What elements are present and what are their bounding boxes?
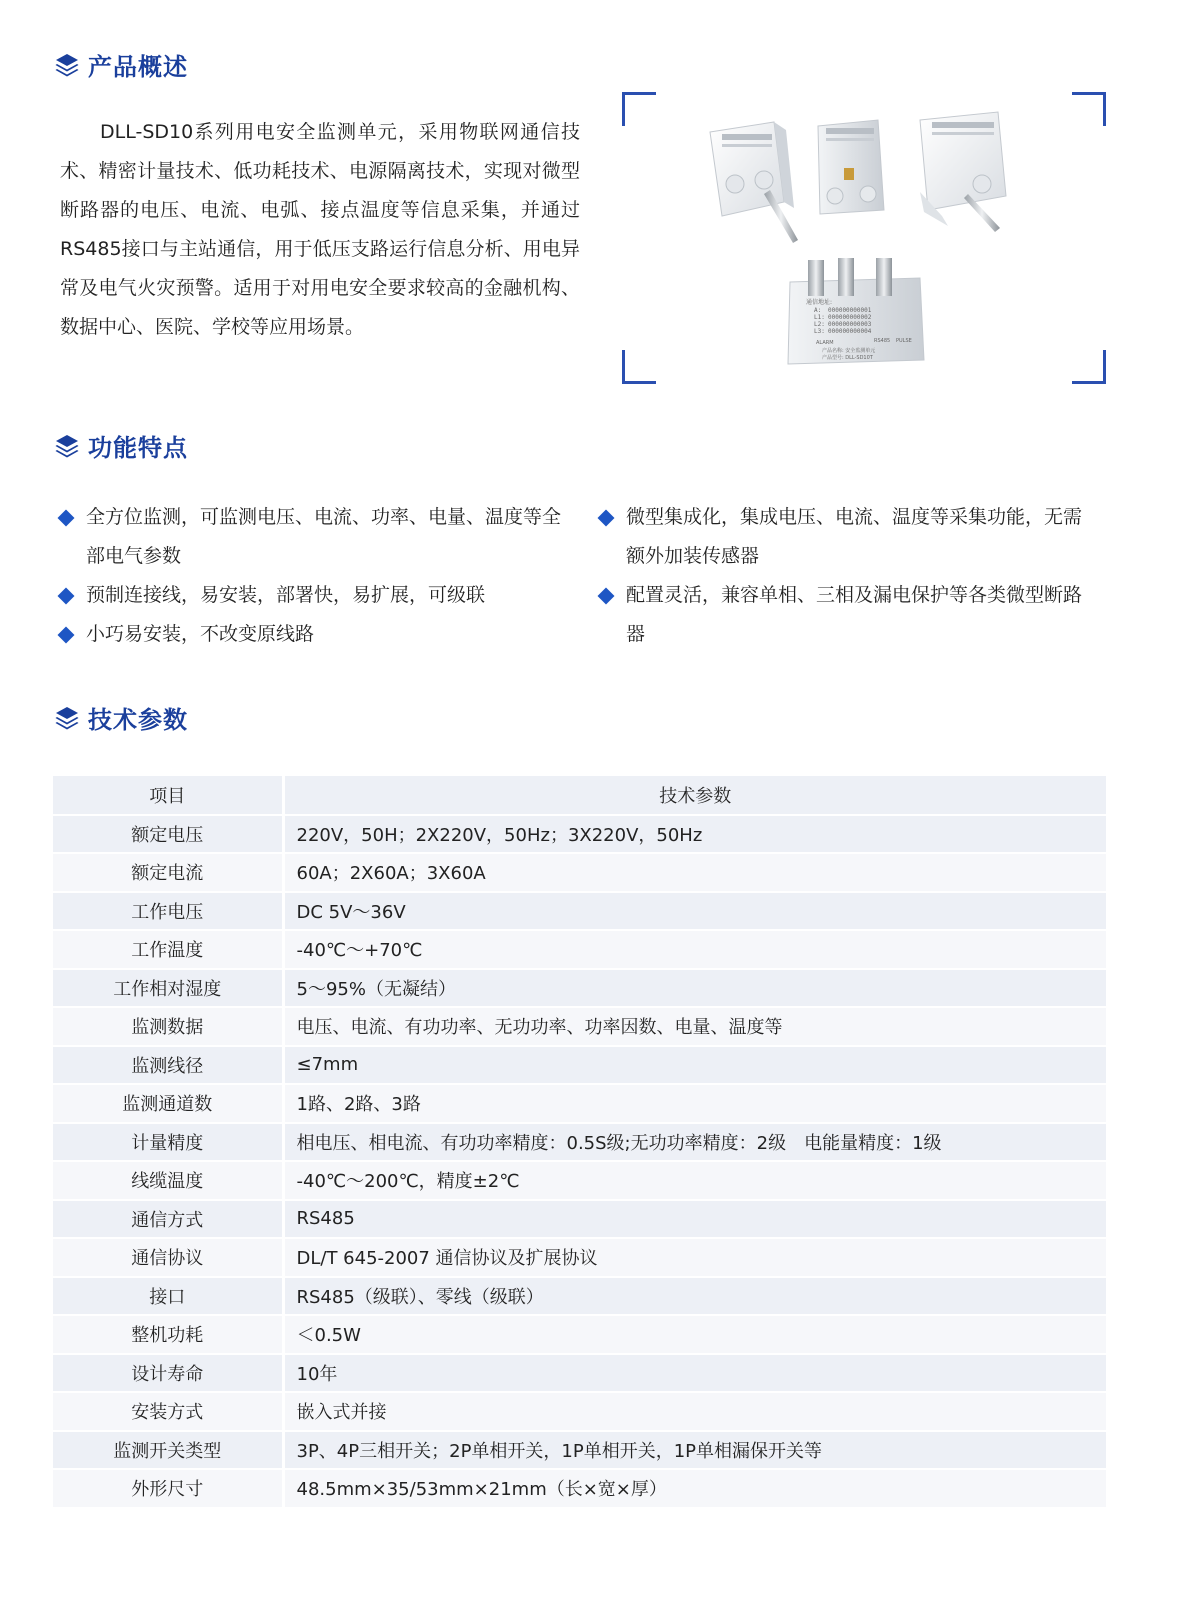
section-header-features — [54, 428, 188, 462]
led-label: PULSE — [896, 338, 912, 344]
spec-value-cell: 电压、电流、有功功率、无功功率、功率因数、电量、温度等 — [283, 1007, 1106, 1046]
feature-item — [596, 498, 1096, 576]
table-row — [53, 815, 1106, 854]
device-unit-center — [818, 120, 884, 214]
layers-icon — [54, 432, 80, 458]
spec-item-cell: 外形尺寸 — [53, 1469, 283, 1508]
layers-icon — [54, 51, 80, 77]
diamond-bullet-icon — [598, 510, 615, 527]
spec-value-cell: RS485（级联）、零线（级联） — [283, 1277, 1106, 1316]
label-line-value: 000000000002 — [828, 314, 872, 321]
spec-value-cell: 60A；2X60A；3X60A — [283, 853, 1106, 892]
table-row — [53, 1315, 1106, 1354]
section-title: 功能特点 — [88, 433, 188, 462]
diamond-bullet-icon — [58, 627, 75, 644]
table-row — [53, 1123, 1106, 1162]
diamond-bullet-icon — [58, 588, 75, 605]
label-line-key: A: — [814, 307, 822, 314]
table-row — [53, 853, 1106, 892]
label-line-value: 000000000001 — [828, 307, 872, 314]
diamond-bullet-icon — [598, 588, 615, 605]
spec-value-cell: -40℃～+70℃ — [283, 930, 1106, 969]
feature-text: 全方位监测，可监测电压、电流、功率、电量、温度等全部电气参数 — [86, 506, 562, 567]
feature-list-right — [596, 498, 1096, 654]
device-unit-right — [920, 112, 1006, 232]
table-row — [53, 1238, 1106, 1277]
feature-item — [56, 615, 576, 654]
section-header-specs — [54, 700, 188, 734]
table-row — [53, 1161, 1106, 1200]
spec-value-cell: ＜0.5W — [283, 1315, 1106, 1354]
spec-value-cell: 1路、2路、3路 — [283, 1084, 1106, 1123]
table-row — [53, 969, 1106, 1008]
section-title: 产品概述 — [88, 52, 188, 81]
label-product-model: 产品型号: DLL-SD10T — [822, 355, 873, 361]
spec-value-cell: 220V，50H；2X220V，50Hz；3X220V，50Hz — [283, 815, 1106, 854]
device-unit-left — [710, 122, 798, 243]
label-product-name: 产品名称: 安全监测单元 — [822, 348, 876, 354]
feature-text: 小巧易安装，不改变原线路 — [86, 623, 315, 645]
product-photo-frame — [622, 92, 1106, 384]
spec-item-cell: 线缆温度 — [53, 1161, 283, 1200]
layers-icon — [54, 704, 80, 730]
label-line-value: 000000000003 — [828, 321, 872, 328]
spec-item-cell: 监测通道数 — [53, 1084, 283, 1123]
feature-list-left — [56, 498, 576, 654]
spec-item-cell: 工作相对湿度 — [53, 969, 283, 1008]
table-row — [53, 1469, 1106, 1508]
spec-item-cell: 工作温度 — [53, 930, 283, 969]
spec-item-cell: 额定电流 — [53, 853, 283, 892]
spec-value-cell: 嵌入式并接 — [283, 1392, 1106, 1431]
spec-table — [53, 776, 1106, 1509]
feature-text: 微型集成化，集成电压、电流、温度等采集功能，无需额外加装传感器 — [626, 506, 1083, 567]
spec-item-cell: 监测线径 — [53, 1046, 283, 1085]
feature-text: 预制连接线，易安装，部署快，易扩展，可级联 — [86, 584, 486, 606]
table-row — [53, 892, 1106, 931]
overview-paragraph: DLL-SD10系列用电安全监测单元，采用物联网通信技术、精密计量技术、低功耗技术、电源隔离技术，实现对微型断路器的电压、电流、电弧、接点温度等信息采集，并通过RS485接口与主站通信，用于低压支路运行信息分析、用电异常及电气火灾预警。适用于对用电安全要求较高的金融机构、数据中心、医院、学校等应用场景。 — [60, 121, 580, 338]
led-label: ALARM — [816, 340, 834, 346]
table-header-row — [53, 776, 1106, 815]
feature-item — [56, 498, 576, 576]
spec-item-cell: 工作电压 — [53, 892, 283, 931]
table-row — [53, 930, 1106, 969]
spec-item-cell: 接口 — [53, 1277, 283, 1316]
spec-item-cell: 安装方式 — [53, 1392, 283, 1431]
diamond-bullet-icon — [58, 510, 75, 527]
led-label: RS485 — [874, 338, 891, 344]
table-row — [53, 1354, 1106, 1393]
label-line-value: 000000000004 — [828, 328, 872, 335]
spec-value-cell: RS485 — [283, 1200, 1106, 1239]
label-line-key: L1: — [814, 314, 825, 321]
column-header: 技术参数 — [283, 776, 1106, 815]
spec-item-cell: 通信协议 — [53, 1238, 283, 1277]
label-line-key: L2: — [814, 321, 825, 328]
spec-value-cell: ≤7mm — [283, 1046, 1106, 1085]
section-header-overview — [54, 47, 188, 81]
spec-value-cell: 相电压、相电流、有功功率精度：0.5S级;无功功率精度：2级 电能量精度：1级 — [283, 1123, 1106, 1162]
table-row — [53, 1200, 1106, 1239]
spec-value-cell: DC 5V～36V — [283, 892, 1106, 931]
table-row — [53, 1392, 1106, 1431]
spec-value-cell: 3P、4P三相开关；2P单相开关，1P单相开关，1P单相漏保开关等 — [283, 1431, 1106, 1470]
table-row — [53, 1431, 1106, 1470]
spec-value-cell: 10年 — [283, 1354, 1106, 1393]
table-row — [53, 1046, 1106, 1085]
spec-item-cell: 监测数据 — [53, 1007, 283, 1046]
spec-value-cell: 48.5mm×35/53mm×21mm（长×宽×厚） — [283, 1469, 1106, 1508]
product-photo — [622, 92, 1106, 384]
column-header: 项目 — [53, 776, 283, 815]
spec-item-cell: 额定电压 — [53, 815, 283, 854]
spec-value-cell: -40℃～200℃，精度±2℃ — [283, 1161, 1106, 1200]
label-comm-addr: 通信地址: — [806, 299, 833, 306]
feature-item — [596, 576, 1096, 654]
spec-value-cell: 5～95%（无凝结） — [283, 969, 1106, 1008]
label-line-key: L3: — [814, 328, 825, 335]
spec-item-cell: 计量精度 — [53, 1123, 283, 1162]
table-row — [53, 1277, 1106, 1316]
feature-item — [56, 576, 576, 615]
spec-item-cell: 设计寿命 — [53, 1354, 283, 1393]
spec-value-cell: DL/T 645-2007 通信协议及扩展协议 — [283, 1238, 1106, 1277]
table-row — [53, 1007, 1106, 1046]
spec-item-cell: 整机功耗 — [53, 1315, 283, 1354]
feature-text: 配置灵活，兼容单相、三相及漏电保护等各类微型断路器 — [626, 584, 1083, 645]
table-row — [53, 1084, 1106, 1123]
section-title: 技术参数 — [88, 705, 188, 734]
spec-item-cell: 通信方式 — [53, 1200, 283, 1239]
spec-item-cell: 监测开关类型 — [53, 1431, 283, 1470]
